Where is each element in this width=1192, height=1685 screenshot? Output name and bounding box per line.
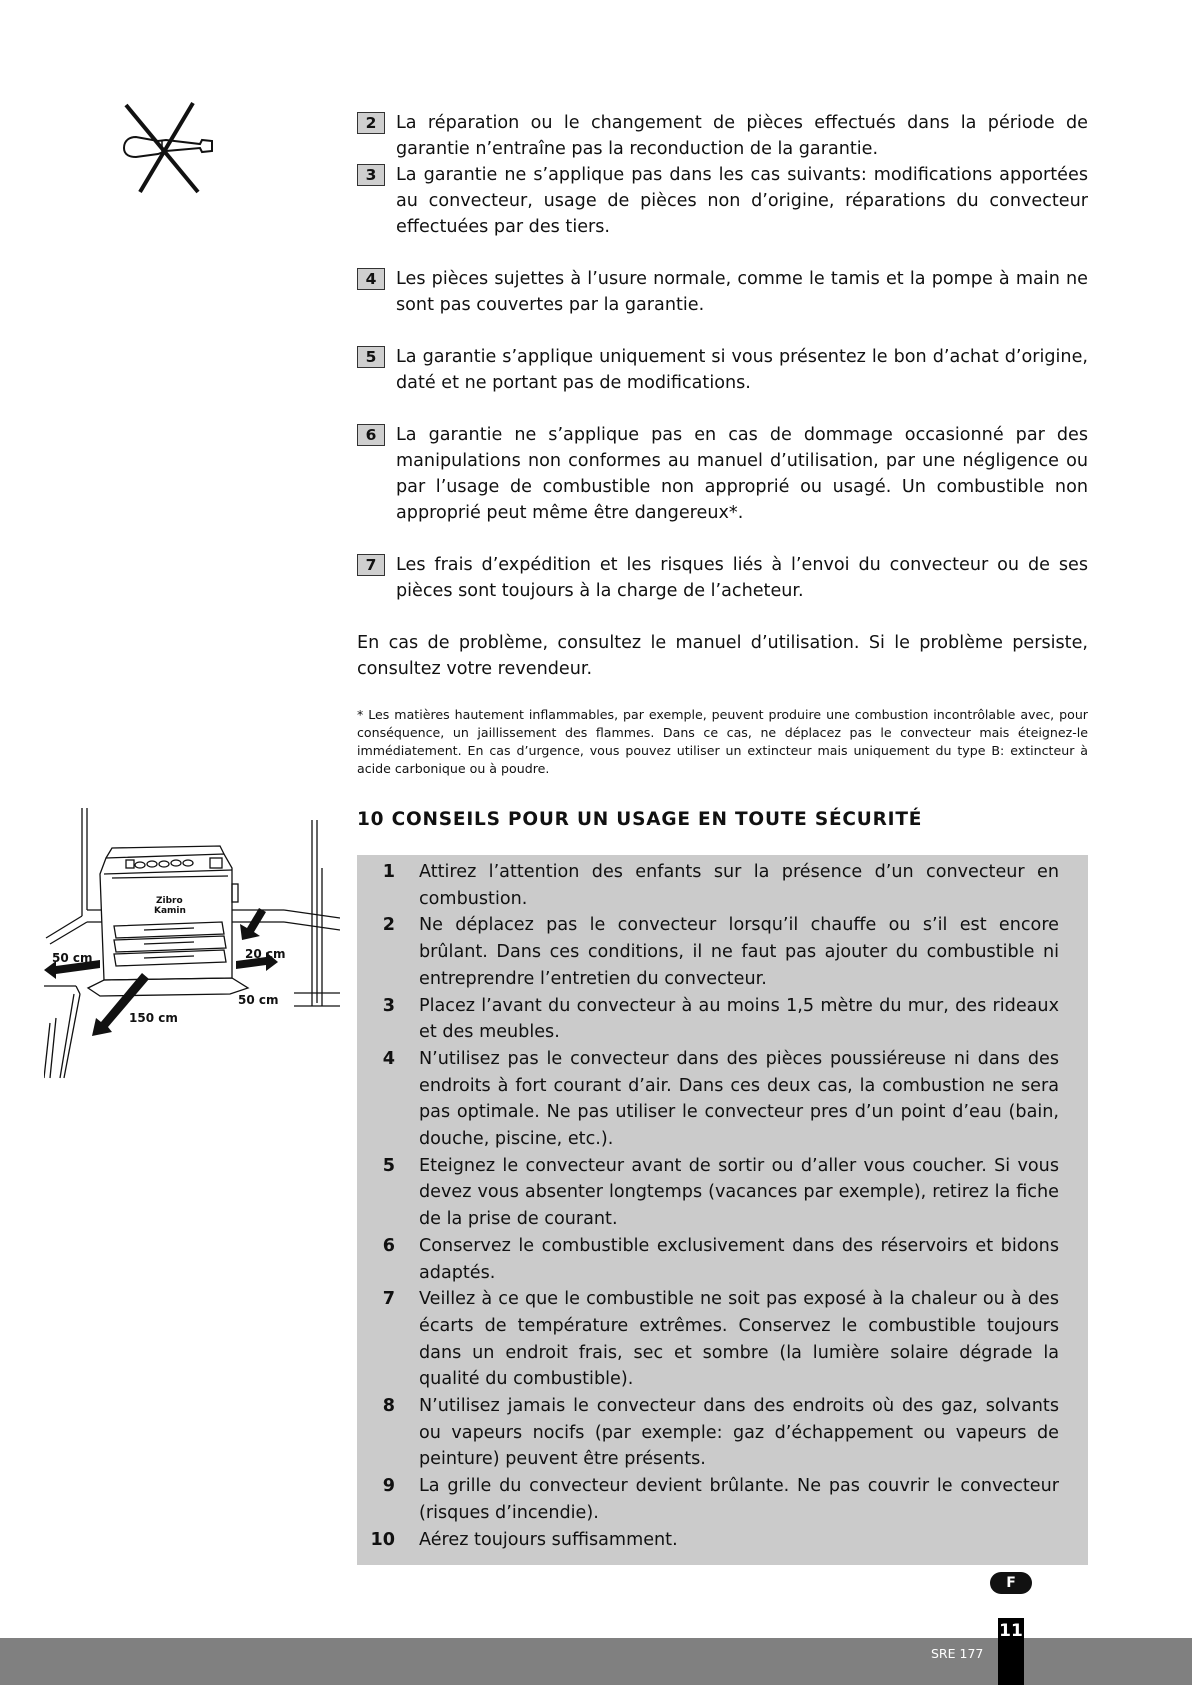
tip-number: 2 <box>382 915 395 936</box>
tips-panel <box>357 855 1088 1565</box>
tip-text: Placez l’avant du convecteur à au moins 1,5 mètre du mur, des rideaux et des meubles. <box>419 995 1059 1043</box>
tip-item <box>357 859 1059 912</box>
warranty-item <box>357 110 1088 162</box>
tip-number: 4 <box>382 1048 395 1069</box>
warranty-item <box>357 266 1088 318</box>
warranty-item-number: 7 <box>357 554 385 576</box>
tip-item <box>357 1473 1059 1526</box>
tip-number: 7 <box>382 1289 395 1310</box>
warranty-item <box>357 552 1088 604</box>
warranty-item-number: 4 <box>357 268 385 290</box>
tip-item <box>357 1046 1059 1153</box>
warranty-item <box>357 162 1088 240</box>
tip-text: Ne déplacez pas le convecteur lorsqu’il chauffe ou s’il est encore brûlant. Dans ces conditions, il ne faut pas ajouter du combustible ni entreprendre l’entretien du convecteur. <box>419 915 1059 989</box>
tip-item <box>357 1393 1059 1473</box>
tip-number: 3 <box>382 995 395 1016</box>
warranty-item-number: 6 <box>357 424 385 446</box>
tip-text: N’utilisez pas le convecteur dans des pièces poussiéreuse ni dans des endroits à fort courant d’air. Dans ces deux cas, la combustion ne sera pas optimale. Ne pas utiliser le convecteur pres d’un point d’eau (bain, douche, piscine, etc.). <box>419 1048 1059 1150</box>
warranty-item <box>357 422 1088 526</box>
footnote: * Les matières hautement inflammables, par exemple, peuvent produire une combustion incontrôlable avec, pour conséquence, un jaillissement des flammes. Dans ce cas, ne déplacez pas le convecteur mais éteignez-le immédiatement. En cas d’urgence, vous pouvez utiliser un extincteur mais uniquement du type B: extincteur à acide carbonique ou à poudre. <box>357 707 1088 776</box>
clearance-top-label: 20 cm <box>245 947 286 961</box>
clearance-front-label: 150 cm <box>129 1011 178 1025</box>
tip-number: 9 <box>382 1476 395 1497</box>
heater-brand-line2: Kamin <box>154 906 186 916</box>
warranty-item-text: Les pièces sujettes à l’usure normale, comme le tamis et la pompe à main ne sont pas couvertes par la garantie. <box>396 269 1088 315</box>
warranty-item-text: La garantie ne s’applique pas en cas de dommage occasionné par des manipulations non conformes au manuel d’utilisation, par une négligence ou par l’usage de combustible non approprié ou usagé. Un combustible non approprié peut même être dangereux*. <box>396 425 1088 523</box>
tip-item <box>357 1527 1059 1554</box>
warranty-item-text: La réparation ou le changement de pièces effectués dans la période de garantie n’entraîne pas la reconduction de la garantie. <box>396 113 1088 159</box>
tip-text: Conservez le combustible exclusivement dans des réservoirs et bidons adaptés. <box>419 1235 1059 1283</box>
tip-item <box>357 1286 1059 1393</box>
tip-number: 1 <box>382 862 395 882</box>
model-code: SRE 177 <box>931 1646 984 1661</box>
warranty-item-number: 3 <box>357 164 385 186</box>
tip-item <box>357 912 1059 992</box>
page-number-tab <box>998 1618 1024 1685</box>
tip-item <box>357 993 1059 1046</box>
warranty-item-number: 2 <box>357 112 385 134</box>
tips-heading: 10 CONSEILS POUR UN USAGE EN TOUTE SÉCURITÉ <box>357 809 923 830</box>
tip-number: 5 <box>382 1155 395 1176</box>
tip-number: 10 <box>370 1529 395 1550</box>
tip-number: 6 <box>382 1235 395 1256</box>
tip-item <box>357 1233 1059 1286</box>
tip-text: N’utilisez jamais le convecteur dans des endroits où des gaz, solvants ou vapeurs nocifs (par exemple: gaz d’échappement ou vapeurs de peinture) peuvent être présents. <box>419 1396 1059 1470</box>
warranty-section <box>357 110 1088 791</box>
warranty-item-text: La garantie s’applique uniquement si vous présentez le bon d’achat d’origine, daté et ne portant pas de modifications. <box>396 347 1088 393</box>
clearance-left-label: 50 cm <box>52 951 93 965</box>
tip-text: Aérez toujours suffisamment. <box>419 1529 678 1550</box>
warranty-item-number: 5 <box>357 346 385 368</box>
warranty-item-text: La garantie ne s’applique pas dans les cas suivants: modifications apportées au convecteur, usage de pièces non d’origine, réparations du convecteur effectuées par des tiers. <box>396 165 1088 237</box>
tip-number: 8 <box>382 1396 395 1417</box>
no-screwdriver-icon <box>118 100 223 195</box>
tip-text: La grille du convecteur devient brûlante. Ne pas couvrir le convecteur (risques d’incendie). <box>419 1476 1059 1523</box>
tip-text: Attirez l’attention des enfants sur la présence d’un convecteur en combustion. <box>419 862 1059 909</box>
tip-text: Veillez à ce que le combustible ne soit pas exposé à la chaleur ou à des écarts de température extrêmes. Conservez le combustible toujours dans un endroit frais, sec et sombre (la lumière solaire dégrade la qualité du combustible). <box>419 1289 1059 1390</box>
heater-clearance-illustration <box>44 808 340 1104</box>
clearance-right-label: 50 cm <box>238 993 279 1007</box>
tip-item <box>357 1153 1059 1233</box>
warranty-item <box>357 344 1088 396</box>
language-badge: F <box>990 1572 1032 1594</box>
tip-text: Eteignez le convecteur avant de sortir ou d’aller vous coucher. Si vous devez vous absenter longtemps (vacances par exemple), retirez la fiche de la prise de courant. <box>419 1155 1059 1230</box>
heater-brand-line1: Zibro <box>156 896 183 906</box>
warranty-item-text: Les frais d’expédition et les risques liés à l’envoi du convecteur ou de ses pièces sont toujours à la charge de l’acheteur. <box>396 555 1088 601</box>
page-number: 11 <box>999 1621 1023 1641</box>
problem-note: En cas de problème, consultez le manuel d’utilisation. Si le problème persiste, consultez votre revendeur. <box>357 633 1088 679</box>
